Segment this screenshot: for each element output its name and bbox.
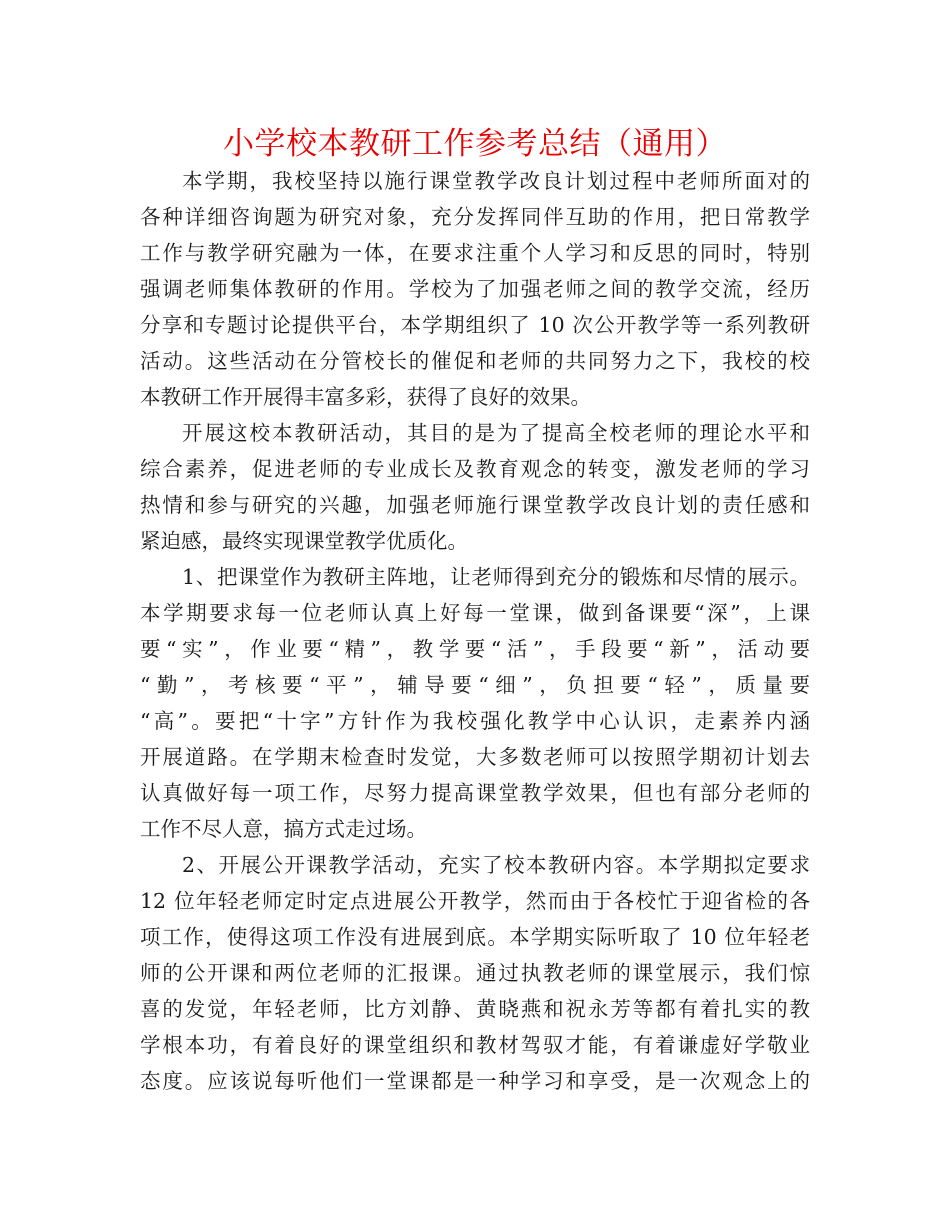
text-line: 工作与教学研究融为一体，在要求注重个人学习和反思的同时，特别 xyxy=(140,241,810,265)
text-line: 学根本功，有着良好的课堂组织和教材驾驭才能，有着谦虚好学敬业 xyxy=(140,1033,810,1057)
text-line: 2、开展公开课教学活动，充实了校本教研内容。本学期拟定要求 xyxy=(182,853,810,877)
text-line: 1、把课堂作为教研主阵地，让老师得到充分的锻炼和尽情的展示。 xyxy=(182,565,810,589)
text-line: 12 位年轻老师定时定点进展公开教学，然而由于各校忙于迎省检的各 xyxy=(140,889,810,913)
text-line: 各种详细咨询题为研究对象，充分发挥同伴互助的作用，把日常教学 xyxy=(140,205,810,229)
text-line: 分享和专题讨论提供平台，本学期组织了 10 次公开教学等一系列教研 xyxy=(140,313,810,337)
text-line: 师的公开课和两位老师的汇报课。通过执教老师的课堂展示，我们惊 xyxy=(140,961,810,985)
text-line: 活动。这些活动在分管校长的催促和老师的共同努力之下，我校的校 xyxy=(140,349,810,373)
paragraph xyxy=(140,415,810,559)
paragraph xyxy=(140,847,810,1099)
paragraph xyxy=(140,559,810,847)
text-line: 开展这校本教研活动，其目的是为了提高全校老师的理论水平和 xyxy=(182,421,810,445)
text-line: 综合素养，促进老师的专业成长及教育观念的转变，激发老师的学习 xyxy=(140,457,810,481)
text-line: 工作不尽人意，搞方式走过场。 xyxy=(140,817,427,841)
document-title: 小学校本教研工作参考总结（通用） xyxy=(223,126,727,162)
text-line: 本学期要求每一位老师认真上好每一堂课，做到备课要“深”，上课 xyxy=(140,601,810,625)
text-line: 热情和参与研究的兴趣，加强老师施行课堂教学改良计划的责任感和 xyxy=(140,493,810,517)
paragraph xyxy=(140,163,810,415)
text-line: 要“实”，作业要“精”，教学要“活”，手段要“新”，活动要 xyxy=(140,637,810,661)
text-line: 本教研工作开展得丰富多彩，获得了良好的效果。 xyxy=(140,385,591,409)
text-line: 开展道路。在学期末检查时发觉，大多数老师可以按照学期初计划去 xyxy=(140,745,810,769)
text-line: 项工作，使得这项工作没有进展到底。本学期实际听取了 10 位年轻老 xyxy=(140,925,810,949)
text-line: “勤”，考核要“平”，辅导要“细”，负担要“轻”，质量要 xyxy=(140,673,810,697)
text-line: 态度。应该说每听他们一堂课都是一种学习和享受，是一次观念上的 xyxy=(140,1069,810,1093)
text-line: “高”。要把“十字”方针作为我校强化教学中心认识，走素养内涵 xyxy=(140,709,810,733)
text-line: 认真做好每一项工作，尽努力提高课堂教学效果，但也有部分老师的 xyxy=(140,781,810,805)
document-body xyxy=(140,163,810,1099)
text-line: 本学期，我校坚持以施行课堂教学改良计划过程中老师所面对的 xyxy=(182,169,810,193)
text-line: 紧迫感，最终实现课堂教学优质化。 xyxy=(140,529,468,553)
text-line: 强调老师集体教研的作用。学校为了加强老师之间的教学交流，经历 xyxy=(140,277,810,301)
text-line: 喜的发觉，年轻老师，比方刘静、黄晓燕和祝永芳等都有着扎实的教 xyxy=(140,997,810,1021)
